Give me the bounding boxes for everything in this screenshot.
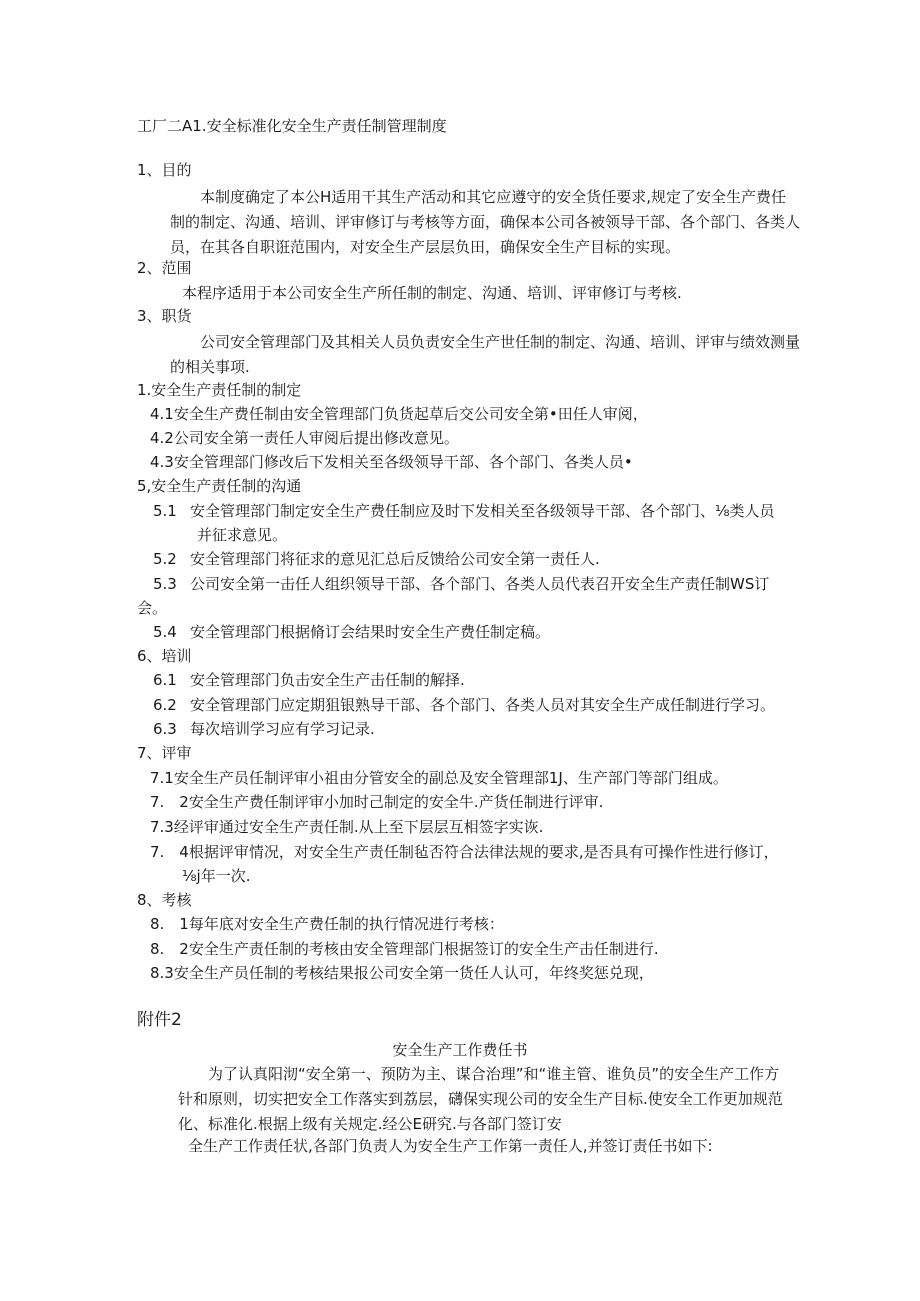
section-6-item-text: 安全管理部门负击安全生产击任制的解择.	[190, 671, 465, 689]
section-5-item-text: 公司安全第一击任人组织领导干部、各个部门、各类人员代表召开安全生产责任制WS订	[190, 575, 770, 593]
section-4-item: 4.1安全生产费任制由安全管理部门负货起草后交公司安全第•田任人审阅，	[150, 405, 648, 423]
document-title: 工厂二A1.安全标准化安全生产责任制管理制度	[137, 117, 447, 135]
section-4-heading: 1.安全生产责任制的制定	[137, 381, 302, 399]
section-5-item-number: 5.4	[153, 623, 177, 641]
section-7-heading: 7、评审	[137, 744, 192, 762]
section-7-item: 7. 2安全生产费任制评审小加时己制定的安全牛.产货任制进行评审.	[150, 793, 604, 811]
section-3-body: 公司安全管理部门及其相关人员负责安全生产世任制的制定、沟通、培训、评审与绩效测量的相关事项.	[170, 333, 801, 376]
section-5-heading: 5,安全生产责任制的沟通	[137, 477, 302, 495]
section-8-item: 8. 2安全生产责任制的考核由安全管理部门根据签订的安全生产击任制进行.	[150, 940, 659, 958]
section-5-item-text: 安全管理部门根据脩订会结果时安全生产费任制定稿。	[190, 623, 551, 641]
attachment-body: 为了认真阳沏“安全第一、预防为主、谋合治理”和“谁主管、谁负员”的安全生产工作方针和原则，切实把安全工作落实到荔层，礴保实现公司的安全生产目标.使安全工作更加规范化、标准化.根据上级有关规定.经公E研究.与各部门签订安	[178, 1065, 783, 1133]
section-8-heading: 8、考核	[137, 891, 192, 909]
attachment-label: 附件2	[137, 1010, 182, 1030]
section-4-item: 4.3安全管理部门修改后下发相关至各级领导干部、各个部门、各类人员•	[150, 453, 633, 471]
section-6-heading: 6、培训	[137, 647, 192, 665]
section-6-item-text: 安全管理部门应定期狙银熟导干部、各个部门、各类人员对其安全生产成任制进行学习。	[190, 696, 776, 714]
section-8-item: 8.3安全生产员任制的考核结果报公司安全第一货任人认可，年终奖惩兑现，	[150, 964, 654, 982]
section-8-item: 8. 1每年底对安全生产费任制的执行情况进行考核：	[150, 915, 504, 933]
section-7-item: 7.1安全生产员任制评审小祖由分管安全的副总及安全管理部1J、生产部门等部门组成。	[150, 769, 728, 787]
section-6-item-text: 每次培训学习应有学习记录.	[190, 720, 375, 738]
section-6-item-number: 6.2	[153, 696, 177, 714]
attachment-title: 安全生产工作费任书	[392, 1041, 528, 1059]
section-1-heading: 1、目的	[137, 161, 192, 179]
section-7-item-continuation: ⅛j年一次.	[182, 867, 251, 885]
section-4-item: 4.2公司安全第一责任人审阅后提出修改意见。	[150, 429, 459, 447]
section-5-item-number: 5.1	[153, 502, 177, 520]
section-5-item-number: 5.3	[153, 575, 177, 593]
section-3-heading: 3、职货	[137, 307, 192, 325]
section-7-item: 7. 4根据评审情况，对安全生产责任制毡否符合法律法规的要求,是否具有可操作性进行修订，	[150, 843, 779, 861]
section-5-item-continuation: 会。	[137, 599, 168, 617]
section-6-item-number: 6.1	[153, 671, 177, 689]
section-1-body: 本制度确定了本公H适用干其生产活动和其它应遵守的安全货任要求,规定了安全生产费任制的制定、沟通、培训、评审修订与考核等方面，确保本公司各被领导干部、各个部门、各类人员，在其各自职诳范围内，对安全生产层层负田，确保安全生产目标的实现。	[170, 188, 801, 256]
section-7-item: 7.3经评审通过安全生产责任制.从上至下层层互相签字实诙.	[150, 818, 544, 836]
section-2-body: 本程序适用于本公司安全生产所任制的制定、沟通、培训、评审修订与考核.	[182, 284, 682, 302]
section-5-item-text: 安全管理部门制定安全生产费任制应及时下发相关至各级领导干部、各个部门、⅛类人员	[190, 502, 775, 520]
section-5-item-text: 安全管理部门将征求的意见汇总后反馈给公司安全第一责任人.	[190, 550, 600, 568]
section-5-item-number: 5.2	[153, 550, 177, 568]
attachment-body-last-line: 全生产工作责任状,各部门负责人为安全生产工作第一责任人,并签订责任书如下:	[188, 1137, 713, 1155]
section-2-heading: 2、范围	[137, 259, 192, 277]
section-5-item-continuation: 并征求意见。	[197, 526, 288, 544]
section-6-item-number: 6.3	[153, 720, 177, 738]
